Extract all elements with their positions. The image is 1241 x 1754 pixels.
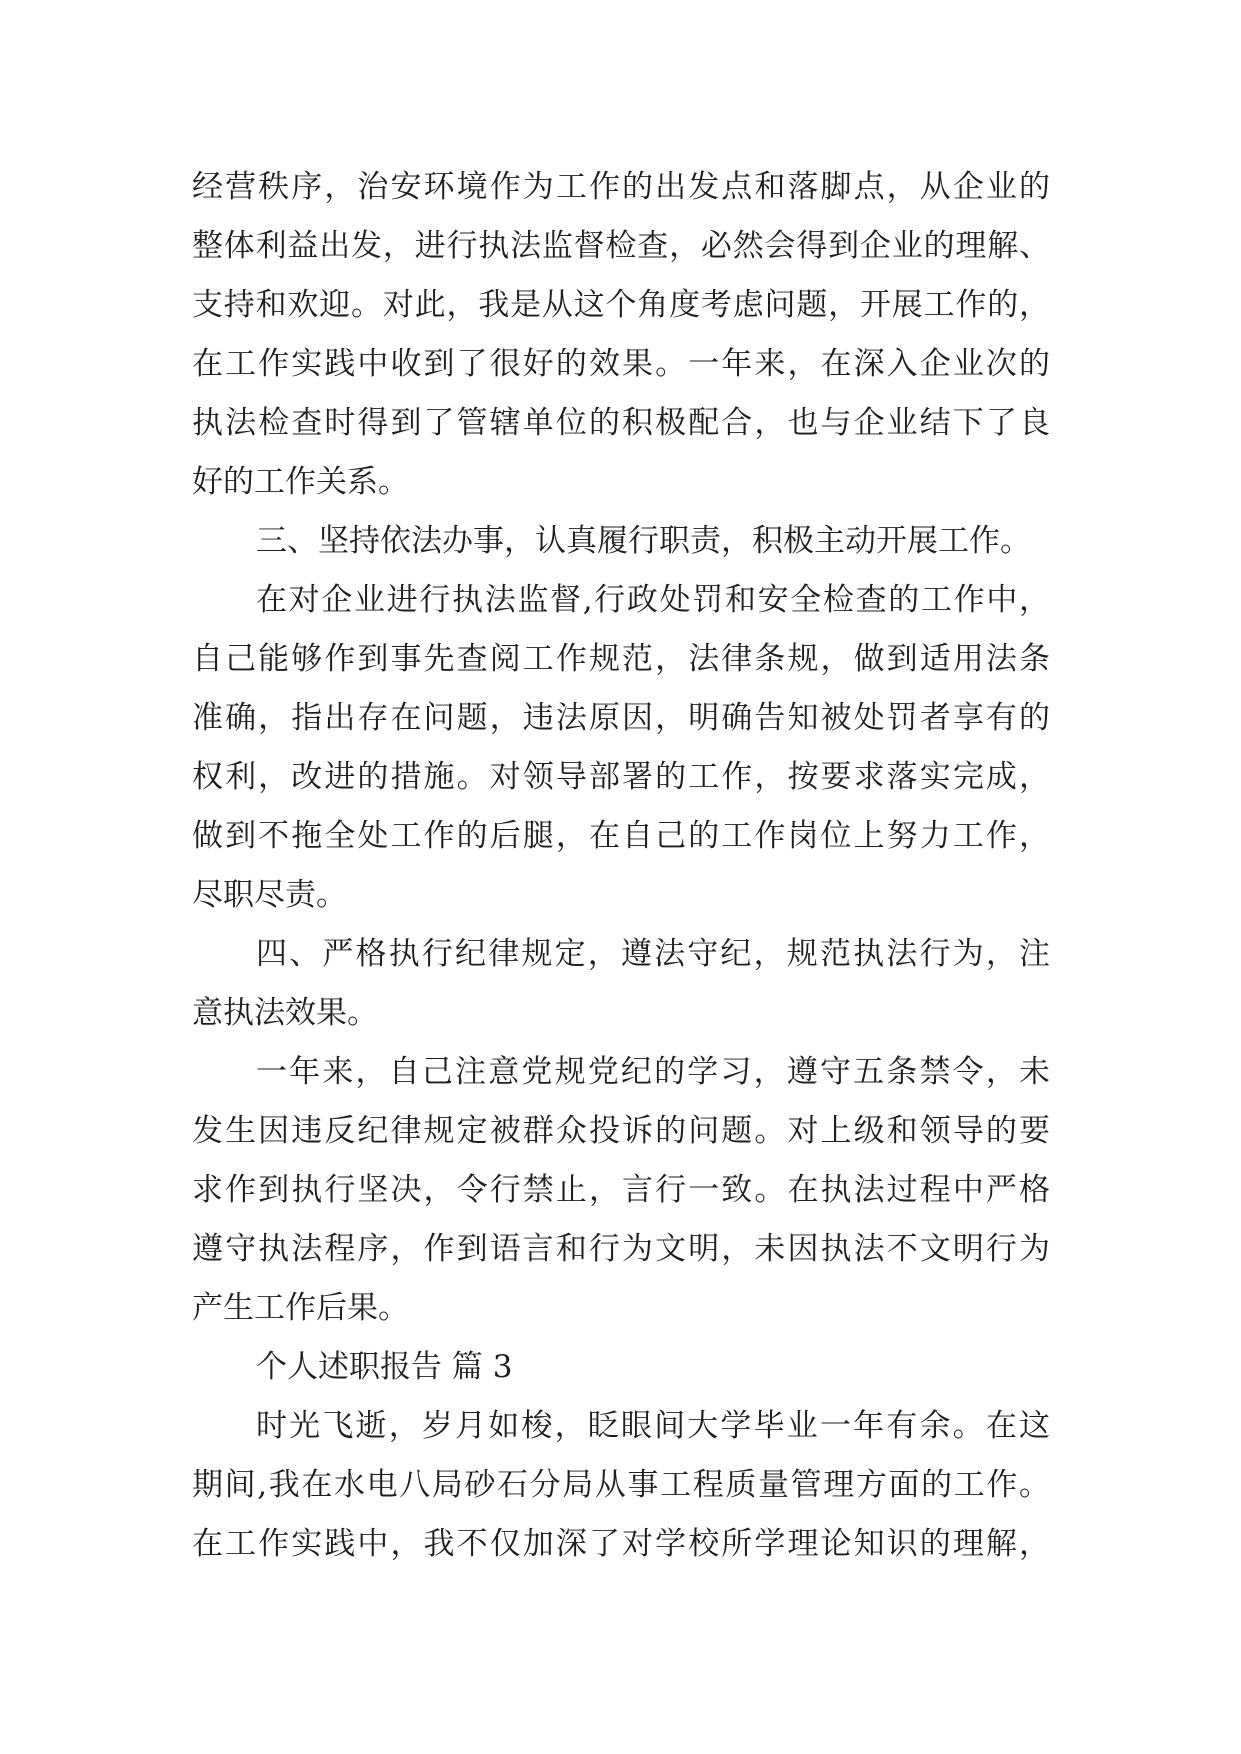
text-line: 时光飞逝，岁月如梭，眨眼间大学毕业一年有余。在这 — [256, 1408, 1050, 1444]
text-line: 整体利益出发，进行执法监督检查，必然会得到企业的理解、 — [192, 228, 1050, 264]
article-title: 个人述职报告 篇 3 — [256, 1349, 513, 1385]
text-line: 权利，改进的措施。对领导部署的工作，按要求落实完成， — [192, 759, 1050, 795]
text-line: 在工作实践中，我不仅加深了对学校所学理论知识的理解， — [192, 1526, 1050, 1562]
text-line: 尽职尽责。 — [192, 877, 347, 913]
text-line: 经营秩序，治安环境作为工作的出发点和落脚点，从企业的 — [192, 169, 1050, 205]
text-line: 在对企业进行执法监督,行政处罚和安全检查的工作中， — [256, 582, 1050, 618]
text-line: 执法检查时得到了管辖单位的积极配合，也与企业结下了良 — [192, 405, 1050, 441]
text-line: 期间,我在水电八局砂石分局从事工程质量管理方面的工作。 — [192, 1467, 1050, 1503]
text-line: 产生工作后果。 — [192, 1290, 409, 1326]
text-line: 在工作实践中收到了很好的效果。一年来，在深入企业次的 — [192, 346, 1050, 382]
text-line: 一年来，自己注意党规党纪的学习，遵守五条禁令，未 — [256, 1054, 1050, 1090]
text-line: 发生因违反纪律规定被群众投诉的问题。对上级和领导的要 — [192, 1113, 1050, 1149]
document-page — [192, 158, 1050, 1574]
text-line: 遵守执法程序，作到语言和行为文明，未因执法不文明行为 — [192, 1231, 1050, 1267]
section-heading: 三、坚持依法办事，认真履行职责，积极主动开展工作。 — [256, 523, 1031, 559]
text-line: 支持和欢迎。对此，我是从这个角度考虑问题，开展工作的， — [192, 287, 1050, 323]
text-line: 做到不拖全处工作的后腿，在自己的工作岗位上努力工作， — [192, 818, 1050, 854]
section-heading-continued: 意执法效果。 — [192, 995, 378, 1031]
text-line: 求作到执行坚决，令行禁止，言行一致。在执法过程中严格 — [192, 1172, 1050, 1208]
text-line: 好的工作关系。 — [192, 464, 409, 500]
section-heading: 四、严格执行纪律规定，遵法守纪，规范执法行为，注 — [256, 936, 1050, 972]
text-line: 准确，指出存在问题，违法原因，明确告知被处罚者享有的 — [192, 700, 1050, 736]
text-line: 自己能够作到事先查阅工作规范，法律条规，做到适用法条 — [192, 641, 1050, 677]
